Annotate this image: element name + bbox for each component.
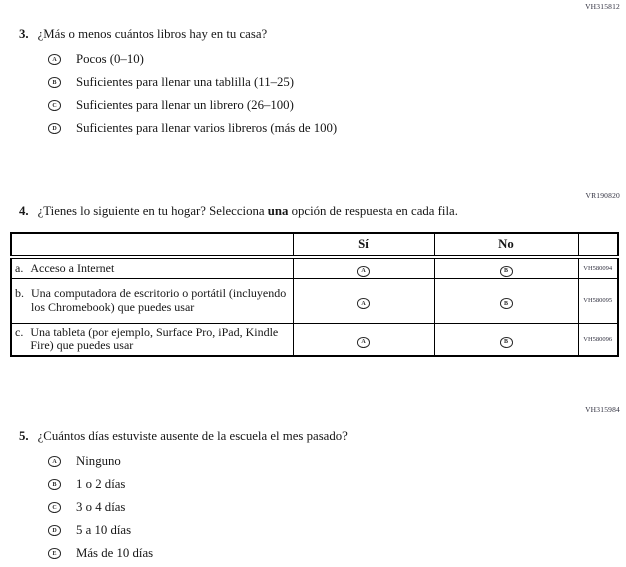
option-row bbox=[48, 542, 626, 565]
question-3-options bbox=[48, 48, 626, 140]
question-text: ¿Cuántos días estuviste ausente de la escuela el mes pasado? bbox=[37, 429, 348, 443]
row-label-text: Una tableta (por ejemplo, Surface Pro, iPad, Kindle Fire) que puedes usar bbox=[30, 324, 279, 353]
question-number: 5. bbox=[19, 429, 29, 443]
option-row bbox=[48, 473, 626, 496]
yes-cell bbox=[293, 278, 434, 323]
option-row bbox=[48, 519, 626, 542]
answer-bubble-no[interactable]: B bbox=[500, 298, 513, 309]
option-label: 3 o 4 días bbox=[76, 500, 126, 514]
code-column-header bbox=[578, 233, 618, 257]
row-accession-code: VH580096 bbox=[578, 323, 618, 356]
answer-bubble-c[interactable]: C bbox=[48, 100, 61, 111]
row-label-cell bbox=[11, 278, 293, 323]
question-text: ¿Más o menos cuántos libros hay en tu casa? bbox=[37, 27, 268, 41]
question-5-accession-code: VH315984 bbox=[585, 405, 620, 414]
question-number: 3. bbox=[19, 27, 29, 41]
no-cell bbox=[434, 278, 578, 323]
table-row bbox=[11, 278, 618, 323]
question-5-stem bbox=[19, 429, 626, 444]
yes-cell bbox=[293, 257, 434, 278]
row-label-text: Acceso a Internet bbox=[30, 260, 115, 275]
option-row bbox=[48, 117, 626, 140]
row-accession-code: VH580095 bbox=[578, 278, 618, 323]
option-label: 5 a 10 días bbox=[76, 523, 132, 537]
answer-bubble-yes[interactable]: A bbox=[357, 266, 370, 277]
answer-bubble-d[interactable]: D bbox=[48, 525, 61, 536]
question-4-accession-code: VR190820 bbox=[585, 191, 620, 200]
yes-cell bbox=[293, 323, 434, 356]
row-prefix: a. bbox=[15, 260, 24, 275]
question-3-stem bbox=[19, 27, 626, 42]
answer-bubble-no[interactable]: B bbox=[500, 337, 513, 348]
blank-header-cell bbox=[11, 233, 293, 257]
option-label: Suficientes para llenar varios libreros (más de 100) bbox=[76, 121, 338, 135]
emphasis-word: una bbox=[267, 204, 289, 218]
answer-bubble-e[interactable]: E bbox=[48, 548, 61, 559]
answer-bubble-b[interactable]: B bbox=[48, 479, 61, 490]
row-label-cell bbox=[11, 257, 293, 278]
option-row bbox=[48, 450, 626, 473]
option-label: Suficientes para llenar un librero (26–100) bbox=[76, 98, 294, 112]
answer-bubble-b[interactable]: B bbox=[48, 77, 61, 88]
answer-bubble-yes[interactable]: A bbox=[357, 298, 370, 309]
question-3-accession-code: VH315812 bbox=[585, 2, 620, 11]
table-row bbox=[11, 323, 618, 356]
question-5-options bbox=[48, 450, 626, 565]
answer-bubble-yes[interactable]: A bbox=[357, 337, 370, 348]
question-4-section bbox=[0, 191, 626, 357]
answer-bubble-a[interactable]: A bbox=[48, 54, 61, 65]
answer-bubble-no[interactable]: B bbox=[500, 266, 513, 277]
option-row bbox=[48, 496, 626, 519]
question-5-section bbox=[0, 405, 626, 565]
no-cell bbox=[434, 323, 578, 356]
option-label: Más de 10 días bbox=[76, 546, 154, 560]
option-label: Ninguno bbox=[76, 454, 121, 468]
option-label: Pocos (0–10) bbox=[76, 52, 144, 66]
row-label-cell bbox=[11, 323, 293, 356]
question-4-stem bbox=[19, 204, 626, 219]
row-accession-code: VH580094 bbox=[578, 257, 618, 278]
question-text: ¿Tienes lo siguiente en tu hogar? Selecciona una opción de respuesta en cada fila. bbox=[37, 204, 458, 218]
option-row bbox=[48, 48, 626, 71]
no-cell bbox=[434, 257, 578, 278]
answer-bubble-c[interactable]: C bbox=[48, 502, 61, 513]
question-number: 4. bbox=[19, 204, 29, 218]
table-header-row bbox=[11, 233, 618, 257]
row-prefix: b. bbox=[15, 286, 24, 300]
answer-bubble-d[interactable]: D bbox=[48, 123, 61, 134]
no-column-header: No bbox=[434, 233, 578, 257]
option-label: Suficientes para llenar una tablilla (11–25) bbox=[76, 75, 295, 89]
option-label: 1 o 2 días bbox=[76, 477, 126, 491]
row-label-text: Una computadora de escritorio o portátil (incluyendo los Chromebook) que puedes usar bbox=[31, 286, 287, 314]
row-prefix: c. bbox=[15, 324, 24, 339]
answer-bubble-a[interactable]: A bbox=[48, 456, 61, 467]
question-3-section bbox=[0, 2, 626, 140]
option-row bbox=[48, 94, 626, 117]
option-row bbox=[48, 71, 626, 94]
yes-column-header: Sí bbox=[293, 233, 434, 257]
home-items-table bbox=[10, 232, 619, 357]
table-row bbox=[11, 257, 618, 278]
